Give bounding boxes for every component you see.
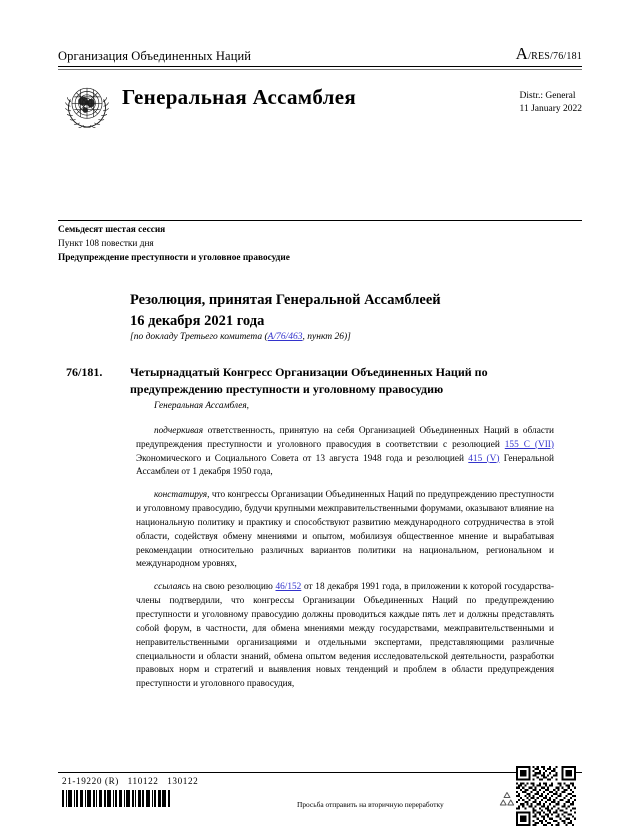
agenda-item-number: Пункт 108 повестки дня — [58, 238, 154, 249]
paragraph-lead-word: подчеркивая — [154, 425, 204, 436]
recycle-icon — [497, 790, 517, 810]
masthead-body-row — [58, 76, 582, 134]
document-symbol-rest: /RES/76/181 — [528, 51, 582, 62]
footer-divider — [58, 772, 582, 773]
session-block — [58, 224, 388, 266]
resolution-number: 76/181. — [66, 365, 103, 379]
un-emblem-icon — [58, 76, 116, 134]
resolution-body — [136, 400, 554, 701]
distribution-block — [520, 90, 582, 118]
preambular-paragraph — [136, 425, 554, 480]
masthead-rule-thin — [58, 69, 582, 70]
preambular-paragraph — [136, 581, 554, 692]
resolution-reference-link[interactable]: 46/152 — [275, 582, 302, 593]
paragraph-text-end: Генеральной Ассамблеи от 1 декабря 1950 года, — [136, 453, 554, 478]
agenda-item-title: Предупреждение преступности и уголовное правосудие — [58, 252, 290, 263]
job-number: 21-19220 (R) — [62, 776, 119, 786]
paragraph-text: на свою резолюцию — [190, 582, 276, 593]
organization-name: Организация Объединенных Наций — [58, 49, 252, 63]
date-code-2: 130122 — [167, 776, 199, 786]
resolution-heading-line1: Резолюция, принятая Генеральной Ассамблеей — [130, 292, 441, 308]
distribution-date: 11 January 2022 — [519, 104, 582, 115]
resolution-title-row — [66, 364, 576, 399]
date-code-1: 110122 — [127, 776, 159, 786]
paragraph-text-cont: от 18 декабря 1991 года, в приложении к которой государства-члены подтвердили, что конгрессы Организации Объединенных Наций по предупреждению преступности и уголовному правосудию должны проводиться каждые пять лет и должны представлять собой форум, в частности, для обмена мнениями между государствами, межправительственными и неправительственными организациями и отдельными экспертами, представляющими различные специальности и области знаний, обмена опытом ведения исследовательской деятельности, разработки правовых норм и стратегий и выявления новых тенденций и проблем в области предупреждения преступности и уголовного правосудия, — [136, 582, 554, 690]
resolution-reference-link[interactable]: 155 C (VII) — [504, 439, 554, 450]
general-assembly-title: Генеральная Ассамблея — [122, 84, 357, 109]
masthead-top-row — [58, 44, 582, 66]
distribution-type: Distr.: General — [519, 90, 576, 101]
resolution-source — [130, 332, 570, 342]
resolution-source-prefix: [по докладу Третьего комитета ( — [130, 332, 268, 342]
masthead — [58, 44, 582, 134]
recycle-note: Просьба отправить на вторичную переработку — [297, 800, 444, 809]
session-divider — [58, 220, 582, 221]
assembly-lead: Генеральная Ассамблея, — [154, 401, 249, 411]
resolution-heading — [130, 290, 570, 331]
masthead-rule-thick — [58, 66, 582, 67]
paragraph-lead-word: констатируя — [154, 490, 208, 501]
document-symbol-prefix: A — [515, 44, 529, 63]
document-symbol — [516, 44, 582, 64]
session-number: Семьдесят шестая сессия — [58, 225, 166, 235]
resolution-heading-line2: 16 декабря 2021 года — [130, 312, 265, 329]
qr-code — [516, 766, 576, 826]
resolution-title: Четырнадцатый Конгресс Организации Объединенных Наций по предупреждению преступности и уголовному правосудию — [130, 365, 488, 397]
resolution-source-suffix: , пункт 26)] — [302, 332, 351, 342]
paragraph-text-cont: Экономического и Социального Совета от 13 августа 1948 года и резолюцией — [136, 453, 469, 464]
paragraph-lead-word: ссылаясь — [154, 582, 191, 593]
paragraph-text: , что конгрессы Организации Объединенных Наций по предупреждению преступности и уголовному правосудию, будучи крупными межправительственными форумами, оказывают влияние на национальную политику и практику и способствуют развитию международного сотрудничества в этой области, содействуя обмену мнениями и опытом, мобилизуя общественное мнение и вырабатывая рекомендации относительно различных вариантов политики на национальном, региональном и международном уровнях, — [136, 490, 554, 570]
job-number-line — [62, 776, 198, 786]
resolution-reference-link-2[interactable]: 415 (V) — [468, 453, 500, 464]
preambular-paragraph — [136, 489, 554, 572]
resolution-source-link[interactable]: A/76/463 — [267, 332, 303, 342]
paragraph-text: ответственность, принятую на себя Организацией Объединенных Наций в области предупреждения преступности и уголовного правосудия в соответствии с резолюцией — [136, 425, 554, 450]
barcode — [62, 790, 172, 807]
